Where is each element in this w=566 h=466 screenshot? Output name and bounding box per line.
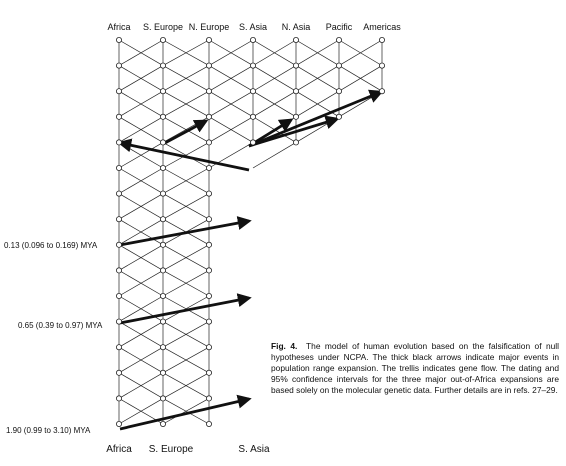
population-node <box>160 114 165 119</box>
population-node <box>116 114 121 119</box>
population-node <box>160 63 165 68</box>
population-node <box>116 140 121 145</box>
population-node <box>336 89 341 94</box>
population-node <box>293 89 298 94</box>
caption-figure-number: Fig. 4. <box>271 341 298 351</box>
population-node <box>206 140 211 145</box>
population-node <box>379 63 384 68</box>
population-node <box>250 63 255 68</box>
population-node <box>160 217 165 222</box>
bottom-label-africa: Africa <box>106 444 132 455</box>
population-node <box>206 217 211 222</box>
expansion-arrow <box>163 121 206 144</box>
top-label-africa: Africa <box>107 22 131 32</box>
population-node <box>336 37 341 42</box>
top-label-n-europe: N. Europe <box>188 22 230 32</box>
population-node <box>293 37 298 42</box>
population-node <box>116 370 121 375</box>
top-column-labels <box>107 22 401 32</box>
date-label-0-65-mya: 0.65 (0.39 to 0.97) MYA <box>18 321 103 330</box>
population-node <box>206 293 211 298</box>
population-node <box>160 396 165 401</box>
population-node <box>206 242 211 247</box>
population-node <box>336 114 341 119</box>
population-node <box>206 63 211 68</box>
population-node <box>116 191 121 196</box>
population-node <box>250 37 255 42</box>
population-node <box>206 421 211 426</box>
population-node <box>116 345 121 350</box>
population-node <box>160 345 165 350</box>
population-node <box>206 396 211 401</box>
population-node <box>116 421 121 426</box>
population-node <box>160 89 165 94</box>
population-node <box>116 396 121 401</box>
population-node <box>206 191 211 196</box>
population-node <box>116 89 121 94</box>
top-label-s-europe: S. Europe <box>142 22 184 32</box>
population-node <box>206 37 211 42</box>
population-node <box>160 242 165 247</box>
date-label-1-90-mya: 1.90 (0.99 to 3.10) MYA <box>6 426 91 435</box>
population-node <box>206 165 211 170</box>
top-label-pacific: Pacific <box>325 22 353 32</box>
bottom-label-s-asia: S. Asia <box>238 444 270 455</box>
top-label-s-asia: S. Asia <box>238 22 268 32</box>
expansion-arrow <box>120 399 249 429</box>
population-node <box>250 89 255 94</box>
population-node <box>116 242 121 247</box>
population-node <box>116 63 121 68</box>
population-node <box>206 89 211 94</box>
population-node <box>116 217 121 222</box>
caption-text: The model of human evolution based on the falsification of null hypotheses under NCPA. The thick black arrows indicate major events in population range expansion. The trellis indicates gene flow. The dating and 95% confidence intervals for the three major out-of-Africa expansions are based solely on the molecular genetic data. Further details are in refs. 27–29. <box>271 341 559 395</box>
bottom-label-s-europe: S. Europe <box>148 444 194 455</box>
population-node <box>160 191 165 196</box>
population-node <box>250 140 255 145</box>
figure-caption <box>271 341 559 396</box>
population-node <box>160 268 165 273</box>
population-node <box>116 37 121 42</box>
population-node <box>116 319 121 324</box>
population-node <box>336 63 341 68</box>
top-label-n-asia: N. Asia <box>281 22 311 32</box>
date-labels <box>4 241 103 435</box>
expansion-arrow <box>120 298 249 323</box>
population-node <box>206 319 211 324</box>
top-label-americas: Americas <box>363 22 401 32</box>
population-node <box>206 268 211 273</box>
gene-flow-line <box>253 142 296 168</box>
population-node <box>206 370 211 375</box>
population-node <box>160 421 165 426</box>
population-node <box>160 165 165 170</box>
bottom-column-labels <box>106 444 270 455</box>
population-node <box>160 37 165 42</box>
population-node <box>160 319 165 324</box>
date-label-0-13-mya: 0.13 (0.096 to 0.169) MYA <box>4 241 98 250</box>
expansion-arrow <box>249 92 381 146</box>
population-node <box>293 140 298 145</box>
population-node <box>293 63 298 68</box>
population-node <box>293 114 298 119</box>
population-node <box>116 293 121 298</box>
population-node <box>379 89 384 94</box>
population-node <box>206 114 211 119</box>
population-node <box>116 268 121 273</box>
population-node <box>160 293 165 298</box>
population-node <box>160 370 165 375</box>
population-node <box>379 37 384 42</box>
population-node <box>206 345 211 350</box>
population-node <box>116 165 121 170</box>
population-node <box>250 114 255 119</box>
population-node <box>160 140 165 145</box>
